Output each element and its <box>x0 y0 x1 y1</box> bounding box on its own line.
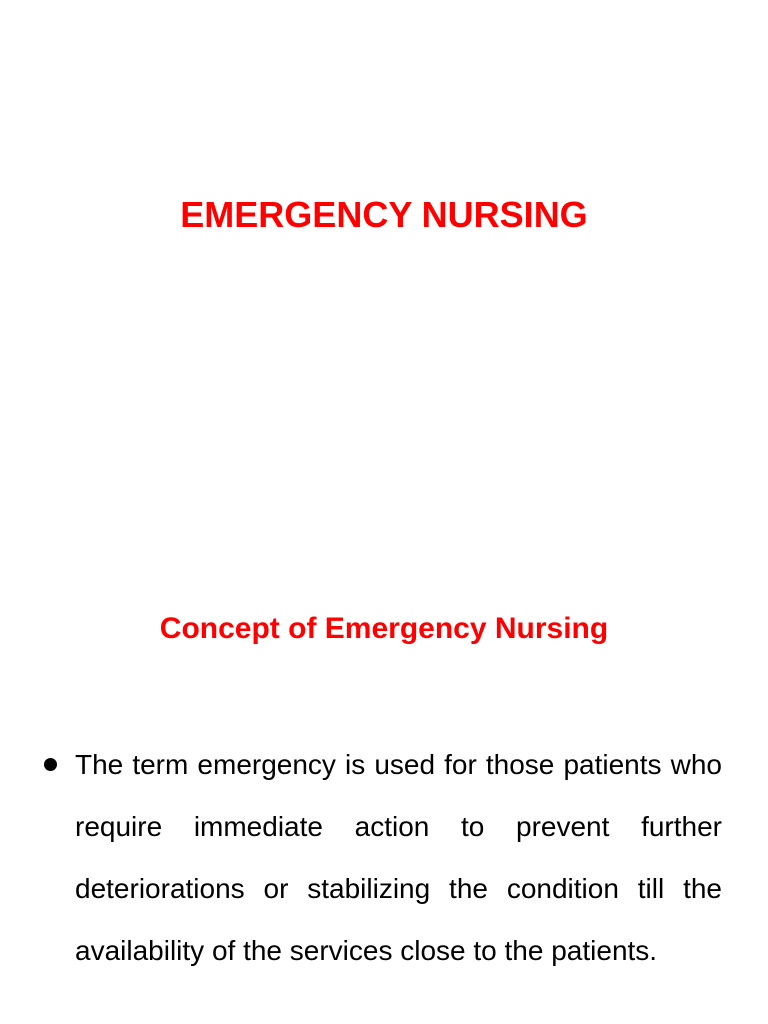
section-heading: Concept of Emergency Nursing <box>159 612 609 645</box>
bullet-dot-icon <box>44 758 57 771</box>
bullet-item <box>44 734 722 982</box>
slide-title: EMERGENCY NURSING <box>180 194 588 235</box>
bullet-text: The term emergency is used for those patients who require immediate action to prevent further deteriorations or stabilizing the condition till the availability of the services close to the patients. <box>75 749 722 966</box>
bullet-list <box>44 734 722 982</box>
